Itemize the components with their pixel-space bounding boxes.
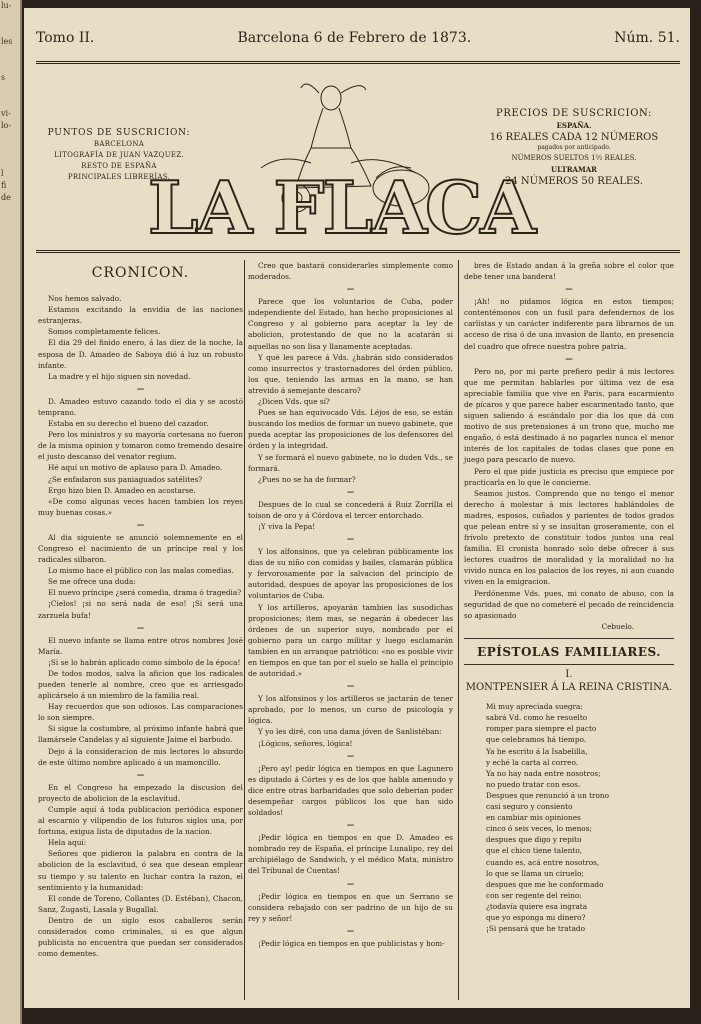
paragraph: Pero los ministros y su mayoría cortesana no fueron de la misma opinion y tomaron como tremendo desaire el justo descanso del venator regium. (38, 430, 243, 462)
column-three-body (464, 260, 674, 621)
strip-fragment (0, 528, 20, 540)
strip-fragment (0, 828, 20, 840)
strip-fragment (0, 372, 20, 384)
strip-fragment (0, 12, 20, 24)
dash-separator: — (136, 622, 145, 632)
dash-separator: — (136, 769, 145, 779)
strip-fragment: de (1, 193, 11, 202)
strip-fragment (0, 348, 20, 360)
logo-text: LA FLACA (147, 165, 535, 250)
strip-fragment (0, 960, 20, 972)
strip-fragment (0, 948, 20, 960)
strip-fragment (0, 264, 20, 276)
strip-fragment (0, 420, 20, 432)
paragraph: ¡Pedir lógica en tiempos en que un Serrano se considera rebajado con ser padrino de un hijo de su rey y señor! (248, 891, 453, 923)
section-title: MONTPENSIER Á LA REINA CRISTINA. (465, 682, 673, 694)
paragraph: ¡Pedir lógica en tiempos en que publicistas y hom- (258, 938, 445, 948)
strip-fragment (0, 204, 20, 216)
poem-line: ¡Si pensará que he tratado (486, 924, 585, 934)
strip-fragment (0, 768, 20, 780)
strip-fragment (0, 456, 20, 468)
strip-fragment (0, 900, 20, 912)
strip-fragment (0, 336, 20, 348)
strip-fragment (0, 300, 20, 312)
epistolas-title: EPÍSTOLAS FAMILIARES. (477, 644, 661, 659)
poem-line: despues que digo y repito (486, 835, 582, 845)
puntos-line: BARCELONA (93, 140, 145, 148)
column-cronicon (38, 260, 243, 959)
strip-fragment (0, 732, 20, 744)
poem-line: Mi muy apreciada suegra: (486, 702, 583, 712)
poem-line: Ya he escrito á la Isabelilla, (486, 746, 588, 756)
precios-title: PRECIOS DE SUSCRICION: (496, 108, 652, 119)
strip-fragment: les (1, 37, 13, 46)
paragraph: El nuevo infante se llama entre otros nombres José María. (38, 635, 243, 656)
strip-fragment (0, 228, 20, 240)
precios-line: NÚMEROS SUELTOS 1½ REALES. (511, 154, 637, 162)
strip-fragment (0, 288, 20, 300)
strip-fragment (0, 792, 20, 804)
paragraph: ¿Se enfadaron sus paniaguados satélites? (48, 474, 203, 484)
puntos-line: LITOGRAFÍA DE JUAN VAZQUEZ. (54, 151, 184, 159)
paragraph: Hay recuerdos que son odiosos. Las comparaciones lo son siempre. (38, 702, 243, 723)
paragraph: ¡Y viva la Pepa! (258, 521, 316, 531)
strip-fragment (0, 936, 20, 948)
strip-fragment (0, 240, 20, 252)
signature: Cebuelo. (601, 621, 634, 631)
tomo-label: Tomo II. (36, 30, 95, 46)
puntos-line: PRINCIPALES LIBRERÍAS. (67, 173, 171, 181)
paragraph: El dia 29 del finido enero, á las diez de la noche, la esposa de D. Amadeo de Saboya dió á luz un robusto infante. (38, 338, 243, 370)
strip-fragment (0, 612, 20, 624)
strip-fragment (0, 804, 20, 816)
paragraph: El conde de Toreno, Collantes (D. Estéban), Chacon, Sanz, Zugasti, Lasala y Bugallal. (38, 893, 243, 914)
paragraph: Pues se han equivocado Vds. Léjos de eso, se están buscando los medios de formar un nuevo gabinete, que pueda aceptar las proposiciones de los defensores del órden y la integridad. (248, 408, 453, 451)
paragraph: Cumple aquí á toda publicacion periódica esponer al escarnio y vilipendio de los futuros siglos una, por fortuna, exigua lista de diputados de la nacion. (38, 804, 243, 837)
section-number: I. (565, 669, 573, 680)
strip-fragment (0, 492, 20, 504)
paragraph: Dentro de un siglo esos caballeros serán considerados como criminales, si es que algun publicista no encuentra que puedan ser considerados como dementes. (38, 915, 243, 959)
paragraph: ¿Dicen Vds. que sí? (258, 397, 330, 407)
strip-fragment (0, 396, 20, 408)
strip-fragment (0, 648, 20, 660)
strip-fragment (0, 696, 20, 708)
strip-fragment (0, 324, 20, 336)
poem-line: cuando es, acá entre nosotros, (486, 857, 600, 867)
puntos-line: RESTO DE ESPAÑA (81, 162, 157, 170)
poem-line: romper para siempre el pacto (486, 724, 597, 734)
paragraph: Y los alfonsinos y los artilleros se jactarán de tener aprobado, por lo menos, un curso de psicología y lógica. (248, 694, 453, 726)
column-two-body (248, 260, 453, 949)
paragraph: Dejo á la consideracion de mis lectores lo absurdo de este último nombre aplicado á un mamoncillo. (38, 746, 243, 767)
poem-line: lo que se llama un ciruelo; (486, 868, 584, 878)
strip-fragment (0, 876, 20, 888)
strip-fragment: fi (1, 181, 7, 190)
paragraph: Creo que bastará considerarles simplemente como moderados. (248, 261, 453, 282)
strip-fragment (0, 636, 20, 648)
poem-line: no puedo tratar con esos. (486, 779, 581, 789)
strip-fragment (0, 384, 20, 396)
poem-line: despues que me he conformado (486, 879, 604, 889)
paragraph: ¡Ah! no pidamos lógica en estos tiempos; contentémonos con un fusil para defendernos de los carlistas y un carácter indiferente para librarnos de un acceso de risa ó de una invasion de llanto, en presencia del cuadro que ofrece nuestra pobre patria. (464, 297, 674, 351)
strip-fragment (0, 432, 20, 444)
puntos-title: PUNTOS DE SUSCRICION: (47, 128, 191, 138)
strip-fragment: vi- (1, 109, 11, 118)
strip-fragment (0, 312, 20, 324)
strip-fragment (0, 756, 20, 768)
strip-fragment (0, 600, 20, 612)
paragraph: Parece que los voluntarios de Cuba, poder independiente del Estado, han hecho proposiciones al Congreso y al gobierno para aceptar la ley de abolicion, protestando de que no la acatarán si aquellas no son lisa y llanamente aceptadas. (248, 297, 453, 351)
strip-fragment (0, 84, 20, 96)
strip-fragment (0, 444, 20, 456)
paragraph: La madre y el hijo siguen sin novedad. (48, 371, 191, 381)
poem (464, 701, 674, 934)
paragraph: ¡Pedir lógica en tiempos en que D. Amadeo es nombrado rey de España, el príncipe Lunalipo, rey del archipiélago de Sandwich, y el médico Mata, ministro del Tribunal de Cuentas! (248, 833, 453, 876)
divider (464, 638, 674, 639)
paragraph: Si sigue la costumbre, al próximo infante habrá que llamársele Candelas y al siguiente Jaime el barbudo. (38, 724, 243, 745)
strip-fragment (0, 96, 20, 108)
strip-fragment (0, 360, 20, 372)
paragraph: Y los alfonsinos, que ya celebran públicamente los dias de su niño con comidas y bailes, clamarán pública y fervorosamente por la salvacion del principio de autoridad, despues de apoyar las proposiciones de los voluntarios de Cuba. (248, 547, 453, 601)
paragraph: Somos completamente felices. (48, 327, 161, 337)
precios-line: 24 NÚMEROS 50 REALES. (505, 176, 643, 187)
strip-fragment: l (1, 169, 4, 178)
strip-fragment (0, 576, 20, 588)
strip-fragment (0, 708, 20, 720)
paragraph: Hé aquí un motivo de aplauso para D. Amadeo. (48, 463, 223, 473)
strip-fragment (0, 156, 20, 168)
poem-line: que el chico tiene talento, (486, 846, 583, 856)
precios-ultramar: ULTRAMAR (551, 165, 597, 174)
precios-espana: ESPAÑA. (556, 121, 592, 130)
paragraph: «De como algunas veces hacen tambien los reyes muy buenas cosas.» (38, 496, 243, 517)
paragraph: Y los artilleros, apoyarán tambien las susodichas proposiciones; item mas, se negarán á obedecer las órdenes de un superior suyo, nombrado por el gobierno para un cargo militar y luego esclamarán tambien en un arranque patriótico: «no es posible vivir en tiempos en que tan por el suelo se halla el principio de autoridad.» (248, 602, 453, 679)
paragraph: Pero el que pide justicia es preciso que empiece por practicarla en lo que le concierne. (464, 466, 674, 487)
strip-fragment (0, 816, 20, 828)
strip-fragment (0, 504, 20, 516)
dash-separator: — (346, 820, 355, 830)
poem-line: cinco ó seis veces, lo menos; (486, 824, 592, 834)
strip-fragment (0, 144, 20, 156)
dash-separator: — (346, 750, 355, 760)
dash-separator: — (136, 383, 145, 393)
newspaper-page (24, 8, 690, 1008)
strip-fragment (0, 840, 20, 852)
dash-separator: — (346, 534, 355, 544)
poem-line: Despues que renunció á un trono (486, 790, 610, 800)
paragraph: Y se formará el nuevo gabinete, no lo duden Vds., se formará. (248, 452, 453, 473)
paragraph: D. Amadeo estuvo cazando todo el dia y se acostó temprano. (38, 396, 243, 417)
paragraph: Seamos justos. Comprendo que no tengo el menor derecho á molestar á mis lectores hablándoles de madres, esposos, cuñados y parientes de todos grados que pelean entre sí y se insultan groseramente, con el frívolo pretexto de constituir todos juntos una real familia. El cronista honrado solo debe ofrecer á sus lectores cuadros de moralidad y la moralidad no ha vivido nunca en los palacios de los reyes, ni aun cuando viven en la emigracion. (464, 488, 674, 587)
paragraph: De todos modos, salva la aficion que los radicales pueden tenerle al nombre, creo que es arriesgado aplicárselo á un miembro de la familia real. (38, 668, 243, 701)
cronicon-body (38, 293, 243, 959)
date-line: Barcelona 6 de Febrero de 1873. (237, 30, 472, 46)
strip-fragment (0, 684, 20, 696)
strip-fragment (0, 924, 20, 936)
paragraph: Al dia siguiente se anunció solemnemente en el Congreso el nacimiento de un príncipe real y los radicales silbaron. (38, 532, 243, 565)
strip-fragment (0, 408, 20, 420)
paragraph: Y qué les parece á Vds. ¿habrán sido considerados como insurrectos y trastornadores del órden público, los que, teniendo las armas en la mano, se han atrevido á semejante descaro? (248, 352, 453, 395)
strip-fragment (0, 864, 20, 876)
poem-line: que celebramos há tiempo. (486, 735, 587, 745)
paragraph: Señores que pidieron la palabra en contra de la abolicion de la esclavitud, ó sea que desean emplear su tiempo y su talento en luchar contra la razon, el sentimiento y la humanidad: (38, 849, 243, 892)
dash-separator: — (346, 284, 355, 294)
paragraph: Se me ofrece una duda: (48, 577, 136, 587)
strip-fragment (0, 564, 20, 576)
dash-separator: — (346, 878, 355, 888)
la-flaca-logo (147, 68, 535, 250)
paragraph: ¡Si se lo habrán aplicado como símbolo de la época! (48, 657, 241, 667)
paragraph: Hela aquí: (48, 838, 87, 848)
strip-fragment (0, 132, 20, 144)
strip-fragment (0, 888, 20, 900)
strip-fragment (0, 912, 20, 924)
strip-fragment (0, 672, 20, 684)
dash-separator: — (565, 353, 573, 363)
strip-fragment: s (1, 73, 6, 82)
poem-line: Ya no hay nada entre nosotros; (486, 768, 601, 778)
poem-line: en cambiar mis opiniones (486, 813, 581, 823)
issue-number: Núm. 51. (614, 30, 680, 46)
precios-de-suscricion (474, 108, 674, 188)
precios-line: pagados por anticipado. (537, 144, 611, 151)
divider (464, 664, 674, 665)
poem-line: y eché la carta al correo. (486, 757, 579, 767)
masthead (36, 30, 680, 64)
paragraph: ¿Pues no se ha de formar? (258, 474, 356, 484)
paragraph: El nuevo príncipe ¿será comedia, drama ó tragedia? (48, 588, 242, 598)
strip-fragment (0, 516, 20, 528)
strip-fragment (0, 24, 20, 36)
paragraph: Estaba en su derecho el bueno del cazador. (48, 419, 209, 429)
dash-separator: — (136, 519, 145, 529)
strip-fragment (0, 744, 20, 756)
strip-fragment (0, 480, 20, 492)
header (36, 68, 680, 253)
paragraph: Ergo hizo bien D. Amadeo en acostarse. (48, 485, 196, 495)
strip-fragment (0, 552, 20, 564)
strip-fragment (0, 588, 20, 600)
strip-fragment: lo- (1, 121, 12, 130)
strip-fragment (0, 780, 20, 792)
paragraph: En el Congreso ha empezado la discusion del proyecto de abolicion de la esclavitud. (38, 782, 243, 803)
paragraph: Perdónenme Vds. pues, mi conato de abuso, con la seguridad de que no cometeré el pecado de reincidencia so apasionado (464, 588, 674, 620)
strip-fragment (0, 276, 20, 288)
paragraph: Despues de lo cual se concederá á Ruiz Zorrilla el toison de oro y á Córdova el tercer entorchado. (248, 499, 453, 520)
column-rule (458, 260, 459, 1000)
paragraph: ¡Pero ay! pedir lógica en tiempos en que Lagunero es diputado á Córtes y es de los que habla amenudo y dice entre otras barbaridades que solo deberian poder desempeñar cargos públicos los que han sido soldados! (248, 763, 453, 818)
paragraph: Nos hemos salvado. (48, 294, 122, 304)
poem-line: casi seguro y consiento (486, 802, 573, 812)
paragraph: bres de Estado andan á la greña sobre el color que debe tener una bandera! (464, 261, 674, 282)
paragraph: Y yo les diré, con una dama jóven de Sanlistéban: (258, 727, 442, 737)
strip-fragment (0, 216, 20, 228)
paragraph: Lo mismo hace el público con las malas comedias. (48, 566, 234, 576)
poem-line: sabrá Vd. como he resuelto (486, 713, 588, 723)
poem-line: con ser regente del reino: (486, 890, 582, 900)
paragraph: Pero no, por mi parte prefiero pedir á mis lectores que me permitan hablarles por última vez de esa apreciable familia que vive en Paris, para escarmiento de pícaros y que parece haber escarmentado tanto, que siguen saliendo á escándalo por dia los que dá con motivo de sus pretensiones á un trono que, mucho me engaño, ó está destinado á no pagarles nunca el menor interés de los capitales de todas clases que pone en juego para pescarlo de nuevo. (464, 366, 674, 465)
paragraph: Estamos excitando la envidia de las naciones estranjeras. (38, 305, 243, 326)
dash-separator: — (346, 486, 355, 496)
strip-fragment (0, 720, 20, 732)
adjacent-page-edge (0, 0, 22, 1024)
strip-fragment (0, 852, 20, 864)
paragraph: ¡Cielos! ¡si no será nada de eso! ¡Si será una zarzuela bufa! (38, 599, 243, 620)
poem-line: que yo esponga mi dinero? (486, 912, 586, 922)
poem-line: ¿todavía quiere esa ingrata (486, 901, 588, 911)
strip-fragment (0, 252, 20, 264)
strip-fragment (0, 60, 20, 72)
column-two (248, 260, 453, 949)
strip-fragment (0, 972, 20, 984)
column-rule (244, 260, 245, 1000)
dash-separator: — (346, 925, 355, 935)
strip-fragment (0, 468, 20, 480)
strip-fragment (0, 540, 20, 552)
column-three (464, 260, 674, 934)
strip-fragment: lu- (1, 1, 12, 10)
dash-separator: — (346, 681, 355, 691)
cronicon-title: CRONICON. (91, 265, 190, 281)
strip-fragment (0, 660, 20, 672)
precios-line: 16 REALES CADA 12 NÚMEROS (489, 132, 659, 143)
strip-fragment (0, 48, 20, 60)
dash-separator: — (565, 284, 573, 294)
paragraph: ¡Lógicos, señores, lógica! (258, 738, 353, 748)
strip-fragment (0, 624, 20, 636)
